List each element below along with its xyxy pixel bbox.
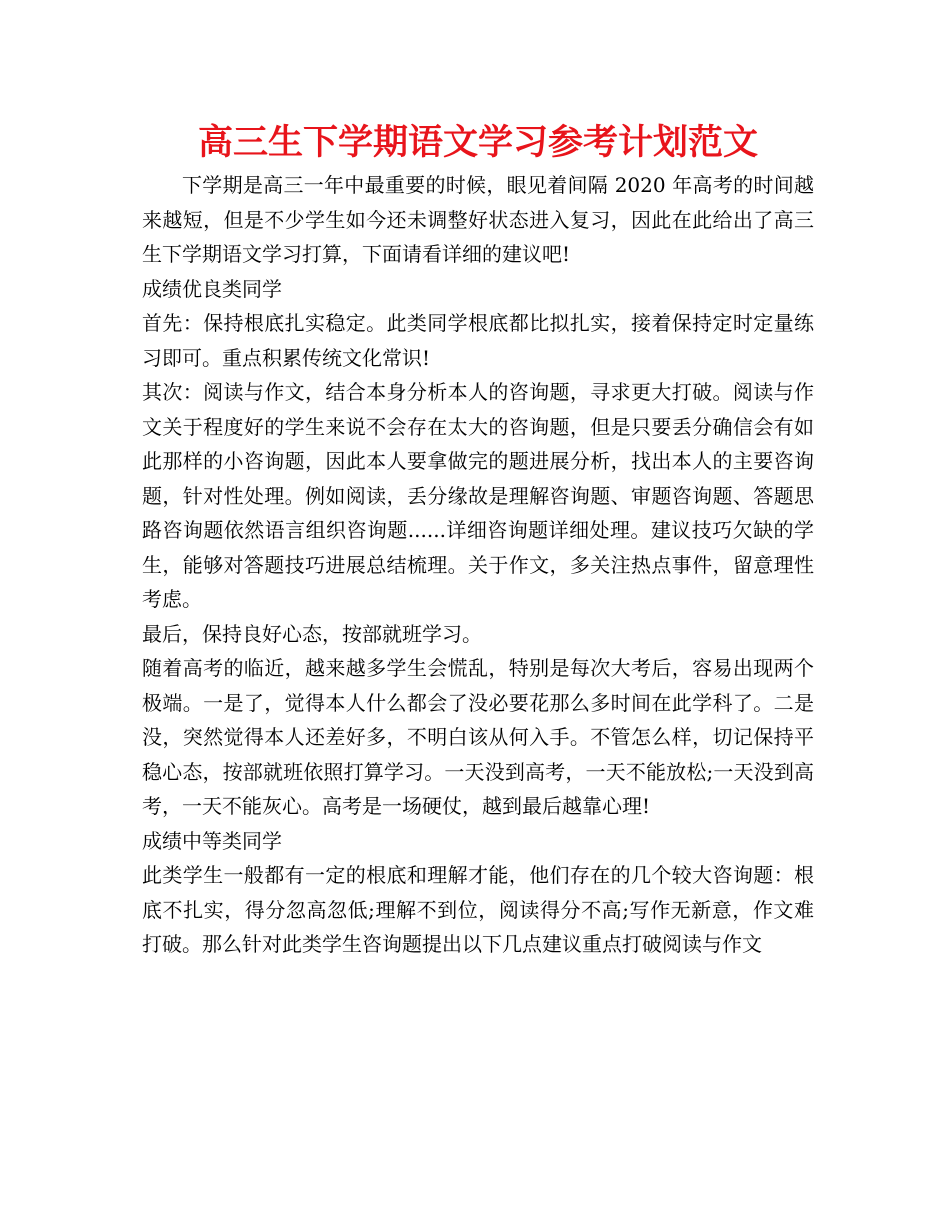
paragraph-first: 首先：保持根底扎实稳定。此类同学根底都比拟扎实，接着保持定时定量练习即可。重点积累传统文化常识!: [142, 311, 814, 370]
section-heading-excellent: 成绩优良类同学: [142, 276, 282, 301]
intro-paragraph: 下学期是高三一年中最重要的时候，眼见着间隔 2020 年高考的时间越来越短，但是不少学生如今还未调整好状态进入复习，因此在此给出了高三生下学期语文学习打算，下面请看详细的建议吧!: [142, 173, 814, 266]
document-body: [142, 168, 814, 962]
document-page: [142, 118, 814, 962]
paragraph-mindset: 随着高考的临近，越来越多学生会慌乱，特别是每次大考后，容易出现两个极端。一是了，觉得本人什么都会了没必要花那么多时间在此学科了。二是没，突然觉得本人还差好多，不明白该从何入手。不管怎么样，切记保持平稳心态，按部就班依照打算学习。一天没到高考，一天不能放松;一天没到高考，一天不能灰心。高考是一场硬仗，越到最后越靠心理!: [142, 656, 814, 818]
document-title: 高三生下学期语文学习参考计划范文: [197, 123, 758, 163]
paragraph-last: 最后，保持良好心态，按部就班学习。: [142, 621, 482, 646]
section-heading-average: 成绩中等类同学: [142, 828, 282, 853]
paragraph-second: 其次：阅读与作文，结合本身分析本人的咨询题，寻求更大打破。阅读与作文关于程度好的学生来说不会存在太大的咨询题，但是只要丢分确信会有如此那样的小咨询题，因此本人要拿做完的题进展分析，找出本人的主要咨询题，针对性处理。例如阅读，丢分缘故是理解咨询题、审题咨询题、答题思路咨询题依然语言组织咨询题......详细咨询题详细处理。建议技巧欠缺的学生，能够对答题技巧进展总结梳理。关于作文，多关注热点事件，留意理性考虑。: [142, 380, 814, 611]
paragraph-average: 此类学生一般都有一定的根底和理解才能，他们存在的几个较大咨询题：根底不扎实，得分忽高忽低;理解不到位，阅读得分不高;写作无新意，作文难打破。那么针对此类学生咨询题提出以下几点建议重点打破阅读与作文: [142, 863, 814, 956]
